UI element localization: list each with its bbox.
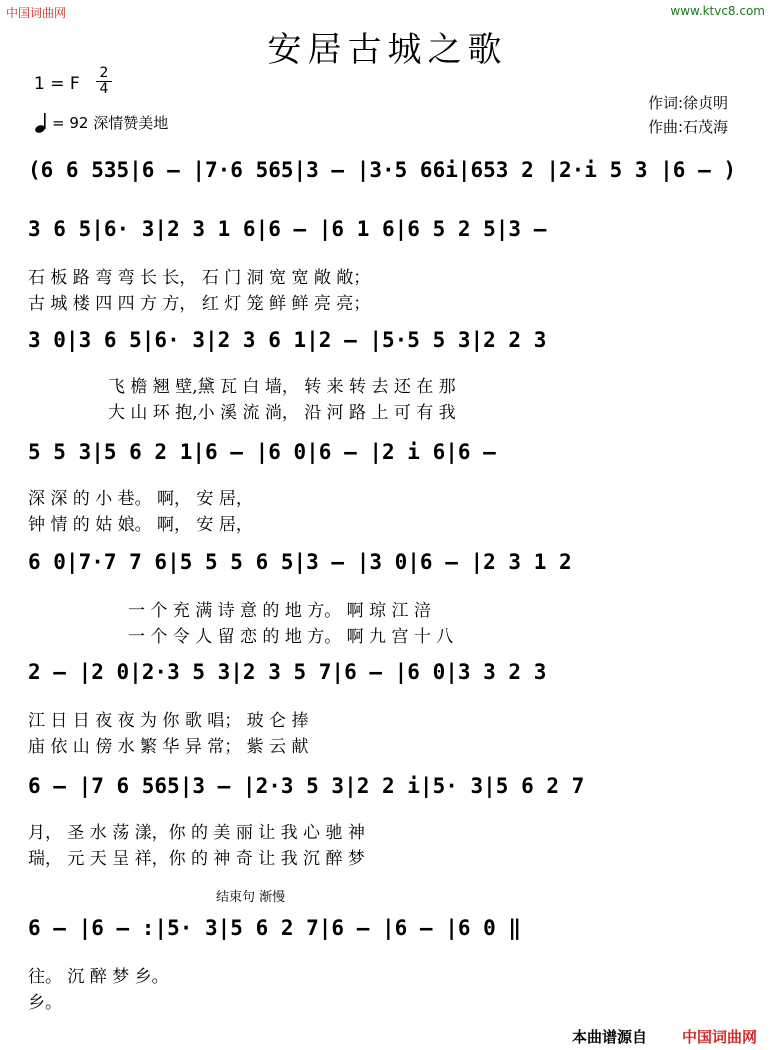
song-title: 安居古城之歌 [267, 30, 508, 70]
ending-annotation: 结束句 渐慢 [216, 890, 286, 905]
watermark-right: www.ktvc8.com [670, 4, 765, 18]
score-line-7: 6 – |7 6 565|3 – |2·3 5 3|2 2 i|5· 3|5 6 2 7 [28, 774, 585, 798]
lyric-line: 石 板 路 弯 弯 长 长， 石 门 洞 宽 宽 敞 敞； [28, 268, 371, 288]
lyric-line: 钟 情 的 姑 娘。 啊， 安 居， [28, 515, 253, 535]
lyric-line: 一 个 充 满 诗 意 的 地 方。 啊 琼 江 涪 [128, 601, 431, 621]
score-line-4: 5 5 3|5 6 2 1|6 – |6 0|6 – |2 i 6|6 – [28, 440, 496, 464]
time-signature [96, 66, 112, 97]
time-signature-bottom: 4 [99, 81, 109, 97]
lyric-line: 往。 沉 醉 梦 乡。 [28, 967, 169, 987]
lyric-line: 一 个 令 人 留 恋 的 地 方。 啊 九 宫 十 八 [128, 627, 454, 647]
lyric-line: 庙 依 山 傍 水 繁 华 异 常； 紫 云 献 [28, 737, 309, 757]
lyric-line: 飞 檐 翘 壁,黛 瓦 白 墙， 转 来 转 去 还 在 那 [108, 377, 456, 397]
score-line-5: 6 0|7·7 7 6|5 5 5 6 5|3 – |3 0|6 – |2 3 1 2 [28, 550, 572, 574]
composer-credit: 作曲:石茂海 [648, 118, 729, 136]
lyric-line: 古 城 楼 四 四 方 方， 红 灯 笼 鲜 鲜 亮 亮； [28, 294, 371, 314]
lyric-line: 瑞， 元 天 呈 祥，你 的 神 奇 让 我 沉 醉 梦 [28, 849, 365, 869]
score-line-1: (6 6 535|6 – |7·6 565|3 – |3·5 66i|653 2 |2·i 5 3 |6 – ) [28, 158, 737, 182]
lyric-line: 月， 圣 水 荡 漾，你 的 美 丽 让 我 心 驰 神 [28, 823, 365, 843]
lyric-line: 大 山 环 抱,小 溪 流 淌， 沿 河 路 上 可 有 我 [108, 403, 456, 423]
tempo-marking: = 92 深情赞美地 [52, 114, 169, 132]
lyricist-credit: 作词:徐贞明 [648, 94, 729, 112]
source-site: 中国词曲网 [682, 1028, 758, 1046]
lyric-line: 乡。 [28, 993, 62, 1013]
time-signature-top: 2 [96, 66, 112, 82]
source-label: 本曲谱源自 [572, 1028, 648, 1046]
score-line-6: 2 – |2 0|2·3 5 3|2 3 5 7|6 – |6 0|3 3 2 3 [28, 660, 547, 684]
score-line-8: 6 – |6 – :|5· 3|5 6 2 7|6 – |6 – |6 0 ‖ [28, 916, 522, 940]
lyric-line: 深 深 的 小 巷。 啊， 安 居， [28, 489, 253, 509]
score-line-3: 3 0|3 6 5|6· 3|2 3 6 1|2 – |5·5 5 3|2 2 3 [28, 328, 547, 352]
score-line-2: 3 6 5|6· 3|2 3 1 6|6 – |6 1 6|6 5 2 5|3 – [28, 217, 547, 241]
quarter-note-icon [34, 112, 50, 134]
watermark-left: 中国词曲网 [6, 6, 67, 20]
key-signature: 1 = F [34, 74, 80, 94]
lyric-line: 江 日 日 夜 夜 为 你 歌 唱； 玻 仑 捧 [28, 711, 309, 731]
